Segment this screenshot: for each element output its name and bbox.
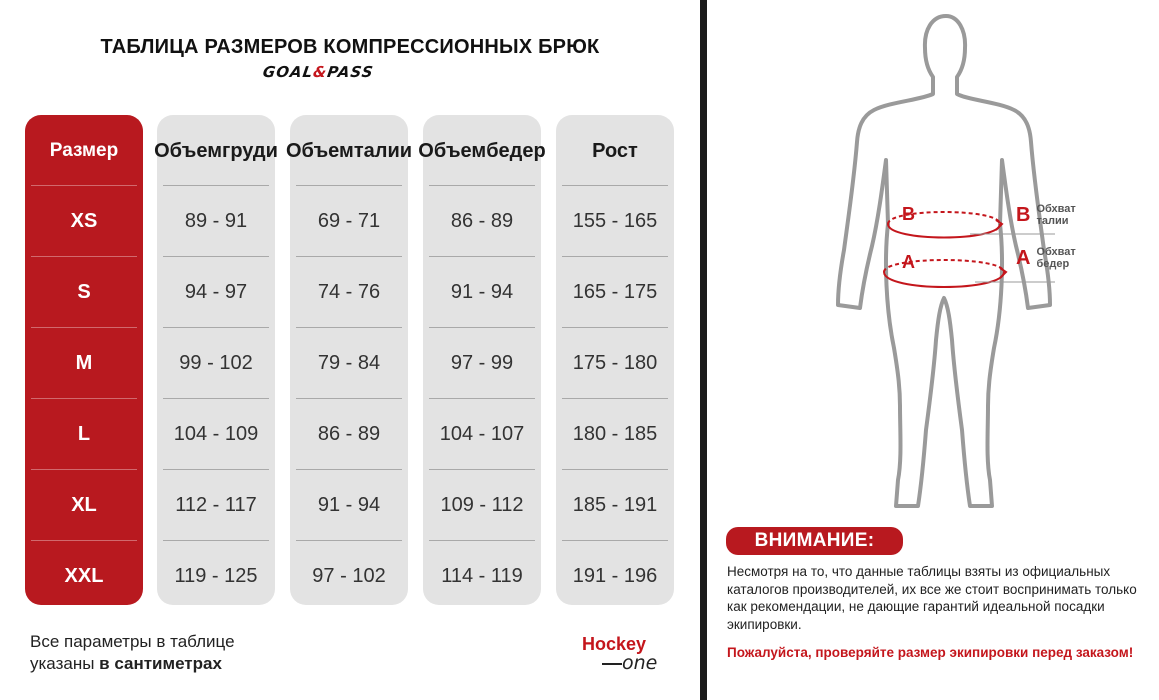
units-note-line1: Все параметры в таблице bbox=[30, 632, 235, 651]
table-cell: 114 - 119 bbox=[429, 540, 535, 611]
table-cell: 104 - 107 bbox=[429, 398, 535, 469]
table-cell: 119 - 125 bbox=[163, 540, 269, 611]
table-cell: 109 - 112 bbox=[429, 469, 535, 540]
table-cell: 91 - 94 bbox=[429, 256, 535, 327]
table-cell: 175 - 180 bbox=[562, 327, 668, 398]
table-column bbox=[25, 115, 143, 605]
vertical-divider bbox=[700, 0, 707, 700]
warning-badge: ВНИМАНИЕ: bbox=[726, 527, 903, 555]
table-cell: XXL bbox=[31, 540, 137, 611]
column-header: Объем бедер bbox=[418, 140, 546, 162]
table-cell: S bbox=[31, 256, 137, 327]
table-cell: 104 - 109 bbox=[163, 398, 269, 469]
table-cell: 185 - 191 bbox=[562, 469, 668, 540]
column-header: Размер bbox=[49, 140, 119, 161]
table-column bbox=[154, 115, 278, 605]
table-column bbox=[556, 115, 674, 605]
column-header: Рост bbox=[592, 140, 638, 162]
hockey-one-logo-text: Hockey bbox=[582, 634, 647, 654]
column-header: Объем талии bbox=[285, 140, 413, 162]
table-cell: 165 - 175 bbox=[562, 256, 668, 327]
table-cell: 86 - 89 bbox=[296, 398, 402, 469]
goal-and-pass-logo: GOAL&PASS bbox=[261, 63, 375, 81]
units-note bbox=[30, 631, 235, 675]
table-cell: 112 - 117 bbox=[163, 469, 269, 540]
table-cell: L bbox=[31, 398, 137, 469]
figure-label-b: B Обхват талии bbox=[1016, 203, 1076, 227]
hockey-one-logo-one: one bbox=[622, 652, 658, 674]
table-cell: 91 - 94 bbox=[296, 469, 402, 540]
table-cell: 180 - 185 bbox=[562, 398, 668, 469]
table-cell: 191 - 196 bbox=[562, 540, 668, 611]
table-cell: 89 - 91 bbox=[163, 185, 269, 256]
hockey-one-logo-stroke bbox=[602, 663, 622, 665]
table-cell: XL bbox=[31, 469, 137, 540]
column-header: Объем груди bbox=[154, 140, 278, 162]
table-column bbox=[285, 115, 413, 605]
units-note-line2: указаны в сантиметрах bbox=[30, 654, 222, 673]
table-cell: 155 - 165 bbox=[562, 185, 668, 256]
table-cell: 94 - 97 bbox=[163, 256, 269, 327]
table-cell: 86 - 89 bbox=[429, 185, 535, 256]
warning-check-size: Пожалуйста, проверяйте размер экипировки перед заказом! bbox=[727, 645, 1134, 660]
figure-marker-a: A bbox=[902, 252, 915, 272]
figure-marker-b: B bbox=[902, 204, 915, 224]
table-cell: 79 - 84 bbox=[296, 327, 402, 398]
table-cell: 97 - 99 bbox=[429, 327, 535, 398]
table-column bbox=[418, 115, 546, 605]
page-title: ТАБЛИЦА РАЗМЕРОВ КОМПРЕССИОННЫХ БРЮК bbox=[100, 36, 600, 58]
table-cell: XS bbox=[31, 185, 137, 256]
warning-text: Несмотря на то, что данные таблицы взяты из официальных каталогов производителей, их все же стоит воспринимать только как рекомендации, не дающие гарантий идеальной посадки экипировки. bbox=[727, 564, 1137, 632]
table-cell: 99 - 102 bbox=[163, 327, 269, 398]
table-cell: 74 - 76 bbox=[296, 256, 402, 327]
table-cell: 97 - 102 bbox=[296, 540, 402, 611]
table-cell: 69 - 71 bbox=[296, 185, 402, 256]
figure-label-a: A Обхват бедер bbox=[1016, 246, 1076, 270]
table-cell: M bbox=[31, 327, 137, 398]
